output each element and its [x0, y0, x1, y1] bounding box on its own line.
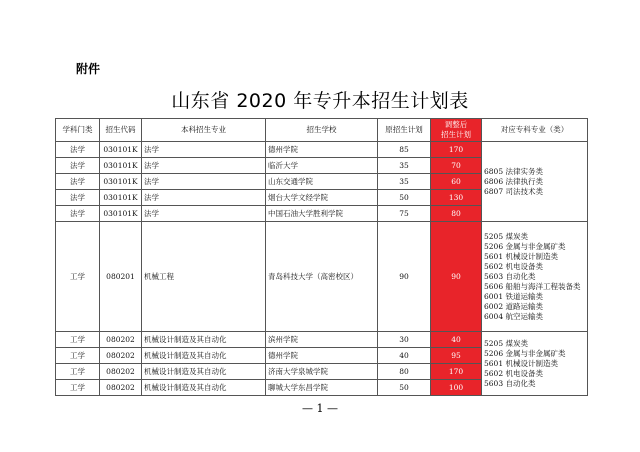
- cell-code: 080202: [100, 332, 142, 348]
- cell-school: 烟台大学文经学院: [266, 190, 378, 206]
- course-item: 5606 船舶与海洋工程装备类: [484, 281, 581, 291]
- cell-adjusted: 130: [431, 190, 482, 206]
- course-item: 6807 司法技术类: [484, 186, 543, 196]
- page-title: 山东省 2020 年专升本招生计划表: [171, 90, 469, 112]
- table-row: [56, 142, 588, 158]
- cell-adjusted: 95: [431, 348, 482, 364]
- course-item: 5601 机械设计制造类: [484, 251, 558, 261]
- cell-adjusted: 80: [431, 206, 482, 222]
- cell-adjusted: 60: [431, 174, 482, 190]
- cell-adjusted: 170: [431, 142, 482, 158]
- cell-school: 滨州学院: [266, 332, 378, 348]
- cell-category: 法学: [56, 206, 100, 222]
- cell-major: 法学: [142, 142, 266, 158]
- header-school: 招生学校: [266, 119, 378, 142]
- cell-major: 机械设计制造及其自动化: [142, 380, 266, 396]
- course-item: 5601 机械设计制造类: [484, 358, 558, 368]
- course-item: 6805 法律实务类: [484, 166, 543, 176]
- enrollment-plan-table: [55, 118, 588, 396]
- corresponding-majors-mechanical-design: [482, 332, 588, 396]
- cell-adjusted: 90: [431, 222, 482, 332]
- cell-major: 法学: [142, 206, 266, 222]
- cell-major: 机械设计制造及其自动化: [142, 364, 266, 380]
- header-major: 本科招生专业: [142, 119, 266, 142]
- course-item: 5205 煤炭类: [484, 231, 528, 241]
- cell-code: 030101K: [100, 158, 142, 174]
- header-code: 招生代码: [100, 119, 142, 142]
- corresponding-majors-mechanical-engineering: [482, 222, 588, 332]
- cell-major: 法学: [142, 174, 266, 190]
- course-item: 5603 自动化类: [484, 271, 536, 281]
- course-item: 6004 航空运输类: [484, 311, 543, 321]
- cell-category: 法学: [56, 174, 100, 190]
- cell-code: 080202: [100, 348, 142, 364]
- cell-school: 德州学院: [266, 348, 378, 364]
- cell-major: 法学: [142, 158, 266, 174]
- cell-code: 030101K: [100, 206, 142, 222]
- table-row: [56, 332, 588, 348]
- cell-category: 工学: [56, 348, 100, 364]
- cell-school: 济南大学泉城学院: [266, 364, 378, 380]
- cell-code: 080202: [100, 380, 142, 396]
- cell-category: 工学: [56, 380, 100, 396]
- course-item: 5205 煤炭类: [484, 338, 528, 348]
- corresponding-majors-law: [482, 142, 588, 222]
- table-header-row: [56, 119, 588, 142]
- cell-code: 080202: [100, 364, 142, 380]
- cell-major: 机械设计制造及其自动化: [142, 332, 266, 348]
- cell-adjusted: 100: [431, 380, 482, 396]
- course-item: 6002 道路运输类: [484, 301, 543, 311]
- cell-adjusted: 170: [431, 364, 482, 380]
- header-adjusted-line-1: 调整后: [444, 120, 468, 129]
- cell-school: 德州学院: [266, 142, 378, 158]
- page-number: — 1 —: [302, 402, 338, 415]
- cell-school: 临沂大学: [266, 158, 378, 174]
- course-item: 6806 法律执行类: [484, 176, 543, 186]
- course-item: 6001 铁道运输类: [484, 291, 543, 301]
- cell-major: 法学: [142, 190, 266, 206]
- course-item: 5206 金属与非金属矿类: [484, 348, 566, 358]
- course-item: 5206 金属与非金属矿类: [484, 241, 566, 251]
- cell-original: 35: [378, 158, 431, 174]
- cell-original: 90: [378, 222, 431, 332]
- cell-school: 中国石油大学胜利学院: [266, 206, 378, 222]
- cell-original: 50: [378, 380, 431, 396]
- cell-category: 工学: [56, 332, 100, 348]
- header-category: 学科门类: [56, 119, 100, 142]
- cell-category: 工学: [56, 222, 100, 332]
- cell-code: 080201: [100, 222, 142, 332]
- course-item: 5602 机电设备类: [484, 261, 543, 271]
- table-row: [56, 222, 588, 332]
- cell-school: 山东交通学院: [266, 174, 378, 190]
- cell-category: 法学: [56, 158, 100, 174]
- cell-code: 030101K: [100, 174, 142, 190]
- cell-original: 35: [378, 174, 431, 190]
- cell-major: 机械工程: [142, 222, 266, 332]
- course-item: 5603 自动化类: [484, 378, 536, 388]
- cell-adjusted: 70: [431, 158, 482, 174]
- cell-school: 聊城大学东昌学院: [266, 380, 378, 396]
- header-adjusted-plan: [431, 119, 482, 142]
- cell-code: 030101K: [100, 190, 142, 206]
- cell-major: 机械设计制造及其自动化: [142, 348, 266, 364]
- header-corresponding-majors: 对应专科专业（类）: [482, 119, 588, 142]
- attachment-label: 附件: [76, 62, 101, 76]
- cell-category: 法学: [56, 142, 100, 158]
- course-item: 5602 机电设备类: [484, 368, 543, 378]
- cell-school: 青岛科技大学（高密校区）: [266, 222, 378, 332]
- cell-category: 工学: [56, 364, 100, 380]
- cell-code: 030101K: [100, 142, 142, 158]
- cell-original: 40: [378, 348, 431, 364]
- cell-original: 75: [378, 206, 431, 222]
- cell-original: 80: [378, 364, 431, 380]
- header-original-plan: 原招生计划: [378, 119, 431, 142]
- cell-category: 法学: [56, 190, 100, 206]
- cell-adjusted: 40: [431, 332, 482, 348]
- cell-original: 85: [378, 142, 431, 158]
- header-adjusted-line-2: 招生计划: [441, 130, 471, 139]
- cell-original: 30: [378, 332, 431, 348]
- cell-original: 50: [378, 190, 431, 206]
